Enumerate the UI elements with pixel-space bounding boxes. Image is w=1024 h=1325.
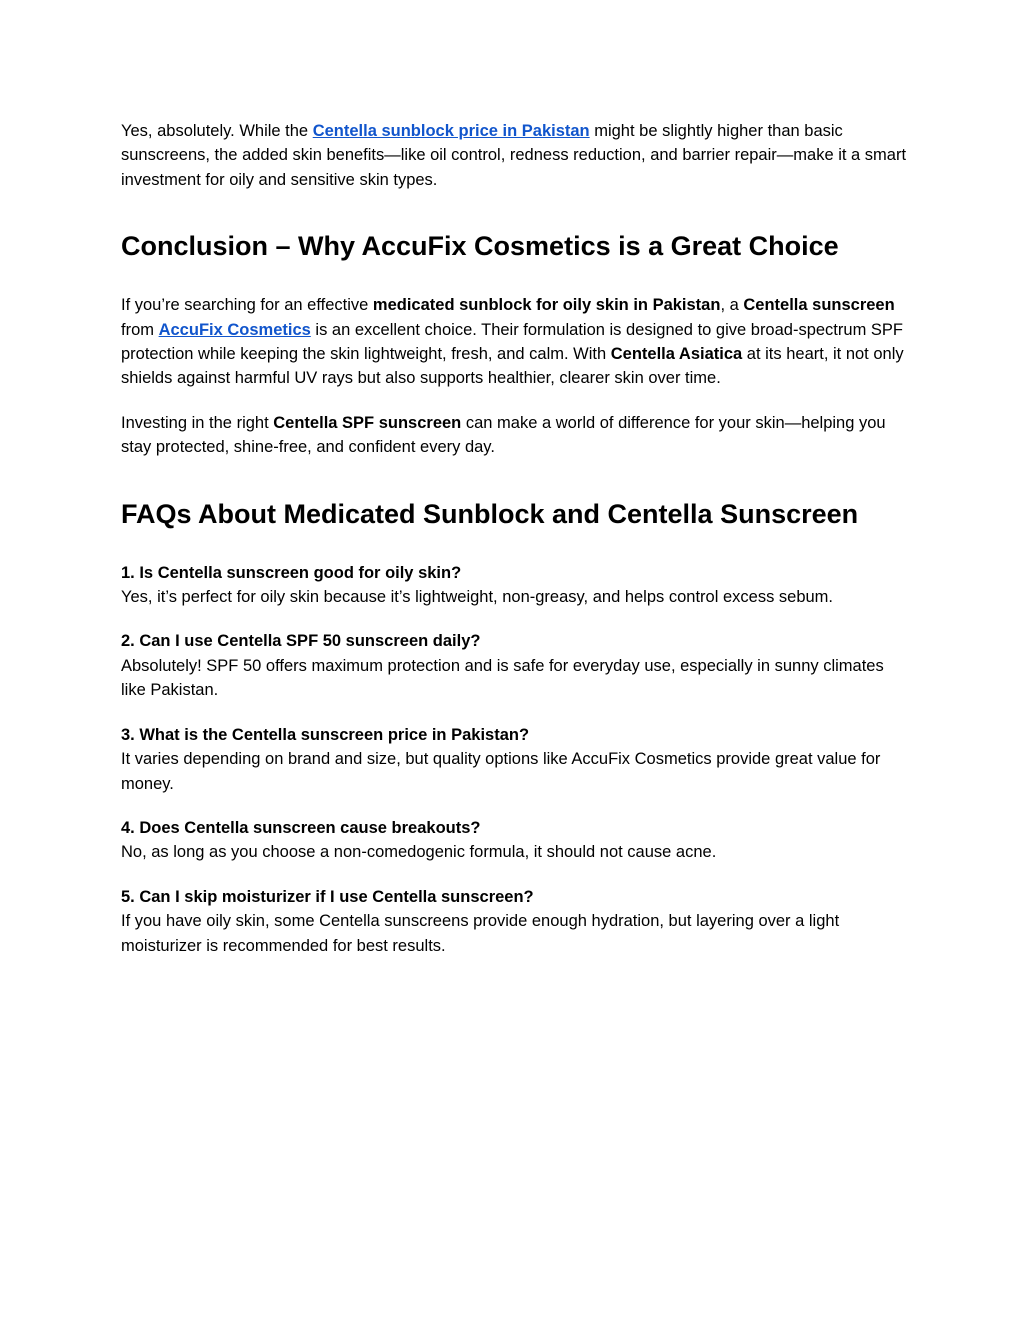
conclusion-text: If you’re searching for an effective — [121, 296, 373, 315]
faq-answer: If you have oily skin, some Centella sunscreens provide enough hydration, but layering over a light moisturizer is recommended for best results. — [121, 912, 840, 955]
faq-item — [121, 561, 911, 610]
conclusion-text: is an excellent choice. Their formulation is designed to give broad-spectrum SPF protection while keeping the skin lightweight, fresh, and calm. With — [121, 320, 903, 364]
conclusion-bold-text: Centella Asiatica — [610, 345, 743, 364]
conclusion-bold-text: medicated sunblock for oily skin in Pakistan — [372, 296, 721, 315]
conclusion-heading: Conclusion – Why AccuFix Cosmetics is a Great Choice — [121, 231, 839, 262]
centella-sunblock-price-link[interactable]: Centella sunblock price in Pakistan — [312, 122, 590, 140]
faq-item — [121, 629, 911, 702]
faq-question: 1. Is Centella sunscreen good for oily skin? — [121, 563, 462, 582]
intro-text-end: might be slightly higher than basic sunscreens, the added skin benefits—like oil control, redness reduction, and barrier repair—make it a smart investment for oily and sensitive skin types. — [121, 122, 907, 189]
conclusion-text: , a — [720, 296, 744, 315]
faq-question: 5. Can I skip moisturizer if I use Centella sunscreen? — [121, 887, 534, 906]
faqs-heading: FAQs About Medicated Sunblock and Centella Sunscreen — [121, 498, 859, 529]
conclusion-bold-text: Centella sunscreen — [743, 296, 895, 315]
conclusion-text: at its heart, it not only shields against harmful UV rays but also supports healthier, clearer skin over time. — [121, 345, 904, 388]
document-page — [121, 119, 911, 978]
faq-question: 4. Does Centella sunscreen cause breakouts? — [121, 818, 481, 837]
faq-answer: No, as long as you choose a non-comedogenic formula, it should not cause acne. — [121, 843, 717, 862]
conclusion-text: can make a world of difference for your skin—helping you stay protected, shine-free, and confident every day. — [121, 413, 886, 457]
accufix-cosmetics-link[interactable]: AccuFix Cosmetics — [158, 320, 311, 339]
faq-answer: Yes, it’s perfect for oily skin because it’s lightweight, non-greasy, and helps control excess sebum. — [121, 588, 834, 607]
conclusion-text: from — [121, 320, 159, 339]
faq-answer: Absolutely! SPF 50 offers maximum protection and is safe for everyday use, especially in sunny climates like Pakistan. — [121, 656, 884, 700]
faq-item — [121, 885, 911, 958]
faq-answer: It varies depending on brand and size, but quality options like AccuFix Cosmetics provide great value for money. — [121, 750, 881, 793]
conclusion-text: Investing in the right — [121, 413, 274, 432]
conclusion-paragraph-1 — [121, 293, 911, 391]
faq-question: 3. What is the Centella sunscreen price in Pakistan? — [121, 725, 530, 744]
intro-text-start: Yes, absolutely. While the — [121, 122, 313, 140]
conclusion-paragraph-2 — [121, 411, 911, 460]
conclusion-bold-text: Centella SPF sunscreen — [273, 413, 462, 432]
faq-item — [121, 723, 911, 796]
faq-item — [121, 816, 911, 865]
faq-question: 2. Can I use Centella SPF 50 sunscreen daily? — [121, 632, 481, 651]
intro-paragraph — [121, 119, 911, 192]
